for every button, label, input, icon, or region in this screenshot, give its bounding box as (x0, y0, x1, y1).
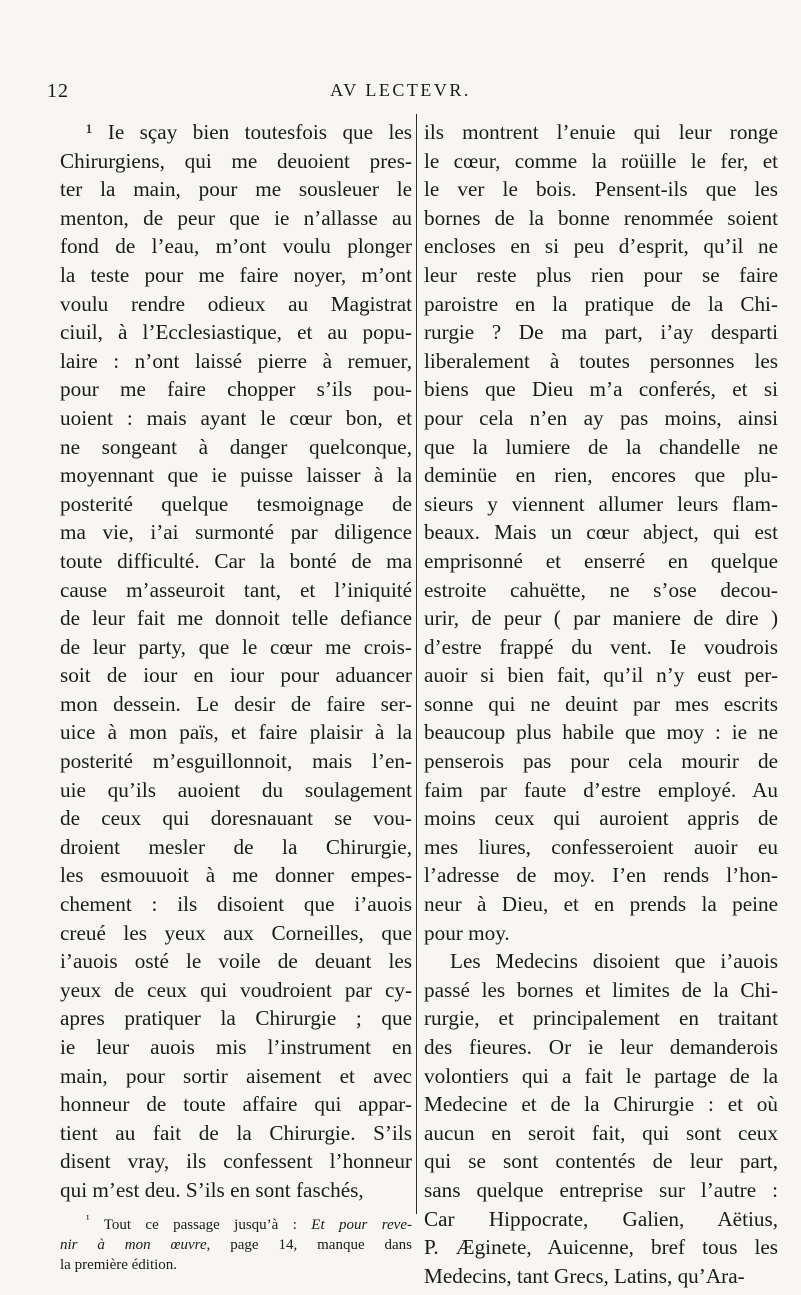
text-line: aucun en seroit fait, qui sont ceux (424, 1120, 778, 1145)
text-line: pour cela n’en ay pas moins, ainsi (424, 405, 778, 430)
running-head: AV LECTEVR. (330, 80, 471, 100)
text-line: le cœur, comme la roüille le fer, et (424, 148, 778, 173)
text-line: chement : ils disoient que i’auois (60, 892, 412, 917)
text-line: beaux. Mais un cœur abject, qui est (424, 520, 778, 545)
text-line: Chirurgiens, qui me deuoient pres- (60, 148, 412, 173)
text-line: menton, de peur que ie n’allasse au (60, 205, 412, 230)
text-line: posterité quelque tesmoignage de (60, 491, 412, 516)
text-line: rurgie ? De ma part, i’ay desparti (424, 320, 778, 345)
text-line: fond de l’eau, m’ont voulu plonger (60, 234, 412, 259)
text-line: Medecins, tant Grecs, Latins, qu’Ara- (424, 1263, 745, 1288)
text-line: mes liures, confesseroient auoir eu (424, 834, 778, 859)
text-line: Medecine et de la Chirurgie : et où (424, 1092, 778, 1117)
text-line: ie leur auois mis l’instrument en (60, 1035, 412, 1059)
text-line: i’auois osté le voile de deuant les (60, 949, 412, 974)
text-line: le ver le bois. Pensent-ils que les (424, 177, 778, 202)
footnote-text: Tout ce passage jusqu’à : (103, 1216, 312, 1233)
text-line: main, pour sortir aisement et avec (60, 1063, 412, 1088)
text-line: qui m’est deu. S’ils en sont faschés, (60, 1177, 364, 1202)
text-line: ¹ Ie sçay bien toutesfois que les (86, 120, 412, 144)
page-header (0, 80, 801, 110)
right-column (424, 118, 778, 1290)
footnote-quote: Et pour reve- (311, 1216, 412, 1233)
text-line: des fieures. Or ie leur demanderois (424, 1035, 778, 1059)
text-line: beaucoup plus habile que moy : ie ne (424, 720, 778, 745)
text-line: rurgie, et principalement en traitant (424, 1006, 778, 1031)
text-line: soit de iour en iour pour aduancer (60, 663, 412, 688)
text-line: biens que Dieu m’a conferés, et si (424, 377, 778, 402)
text-line: uice à mon païs, et faire plaisir à la (60, 720, 412, 745)
footnote (60, 1215, 412, 1275)
text-line: cause m’asseuroit tant, et l’iniquité (60, 577, 412, 602)
text-line: qui se sont contentés de leur part, (424, 1149, 778, 1174)
text-line: voulu rendre odieux au Magistrat (60, 291, 412, 316)
text-line: la teste pour me faire noyer, m’ont (60, 262, 412, 287)
footnote-line (60, 1215, 412, 1235)
text-line: deminüe en rien, encores que plu- (424, 463, 778, 488)
text-line: P. Æginete, Auicenne, bref tous les (424, 1235, 778, 1260)
text-line: leur reste plus rien pour se faire (424, 262, 778, 287)
left-column-text (60, 118, 412, 1205)
text-line: toute difficulté. Car la bonté de ma (60, 548, 412, 573)
text-line: ne songeant à danger quelconque, (60, 434, 412, 459)
text-line: ma vie, i’ai surmonté par diligence (60, 520, 412, 545)
text-line: estroite cahuëtte, ne s’ose decou- (424, 577, 778, 602)
text-line: apres pratiquer la Chirurgie ; que (60, 1006, 412, 1031)
text-line: creué les yeux aux Corneilles, que (60, 920, 412, 945)
footnote-line (60, 1235, 412, 1255)
text-line: volontiers qui a fait le partage de la (424, 1063, 778, 1088)
footnote-text: la première édition. (60, 1256, 178, 1273)
text-line: les esmouuoit à me donner empes- (60, 863, 412, 888)
text-line: d’estre frappé du vent. Ie voudrois (424, 634, 778, 659)
text-line: encloses en si peu d’esprit, qu’il ne (424, 234, 778, 259)
text-line: moins ceux qui auroient appris de (424, 806, 778, 831)
right-column-text (424, 118, 778, 1290)
text-line: disent vray, ils confessent l’honneur (60, 1149, 412, 1174)
text-line: laire : n’ont laissé pierre à remuer, (60, 348, 412, 373)
text-line: sans quelque entreprise sur l’autre : (424, 1177, 778, 1202)
text-line: uie qu’ils auoient du soulagement (60, 777, 412, 802)
text-line: honneur de toute affaire qui appar- (60, 1092, 412, 1117)
text-line: penserois pas pour cela mourir de (424, 749, 778, 774)
text-line: pour me faire chopper s’ils pou- (60, 377, 412, 402)
text-line: tient au fait de la Chirurgie. S’ils (60, 1120, 412, 1145)
text-line: posterité m’esguillonnoit, mais l’en- (60, 749, 412, 774)
text-line: l’adresse de moy. I’en rends l’hon- (424, 863, 778, 888)
text-line: de leur party, que le cœur me crois- (60, 634, 412, 659)
text-line: passé les bornes et limites de la Chi- (424, 977, 778, 1002)
column-divider (416, 114, 417, 1214)
footnote-line (60, 1255, 412, 1275)
text-line: sonne qui ne deuint par mes escrits (424, 691, 778, 716)
text-line: emprisonné et enserré en quelque (424, 548, 778, 573)
text-line: yeux de ceux qui voudroient par cy- (60, 977, 412, 1002)
text-line: paroistre en la pratique de la Chi- (424, 291, 778, 316)
text-line: pour moy. (424, 920, 510, 945)
text-line: de leur fait me donnoit telle defiance (60, 606, 412, 631)
text-line: ciuil, à l’Ecclesiastique, et au popu- (60, 320, 412, 345)
text-line: droient mesler de la Chirurgie, (60, 834, 412, 859)
footnote-text: , page 14, manque dans (206, 1236, 412, 1253)
text-line: uoient : mais ayant le cœur bon, et (60, 405, 412, 430)
text-line: que la lumiere de la chandelle ne (424, 434, 778, 459)
left-column (60, 118, 412, 1275)
text-line: ils montrent l’enuie qui leur ronge (424, 120, 778, 144)
page-number: 12 (47, 80, 69, 102)
text-line: Car Hippocrate, Galien, Aëtius, (424, 1206, 778, 1231)
text-line: liberalement à toutes personnes les (424, 348, 778, 373)
text-line: faim par faute d’estre employé. Au (424, 777, 778, 802)
text-line: Les Medecins disoient que i’auois (450, 949, 778, 974)
text-line: sieurs y viennent allumer leurs flam- (424, 491, 778, 516)
text-line: bornes de la bonne renommée soient (424, 205, 778, 230)
text-line: de ceux qui doresnauant se vou- (60, 806, 412, 831)
footnote-quote: nir à mon œuvre (60, 1236, 207, 1253)
text-line: neur à Dieu, et en prends la peine (424, 892, 778, 917)
text-line: moyennant que ie puisse laisser à la (60, 463, 412, 488)
text-line: mon dessein. Le desir de faire ser- (60, 691, 412, 716)
text-line: ter la main, pour me sousleuer le (60, 177, 412, 202)
footnote-mark: ¹ (86, 1214, 90, 1226)
text-line: auoir si bien fait, qu’il n’y eust per- (424, 663, 778, 688)
text-line: urir, de peur ( par maniere de dire ) (424, 606, 778, 631)
